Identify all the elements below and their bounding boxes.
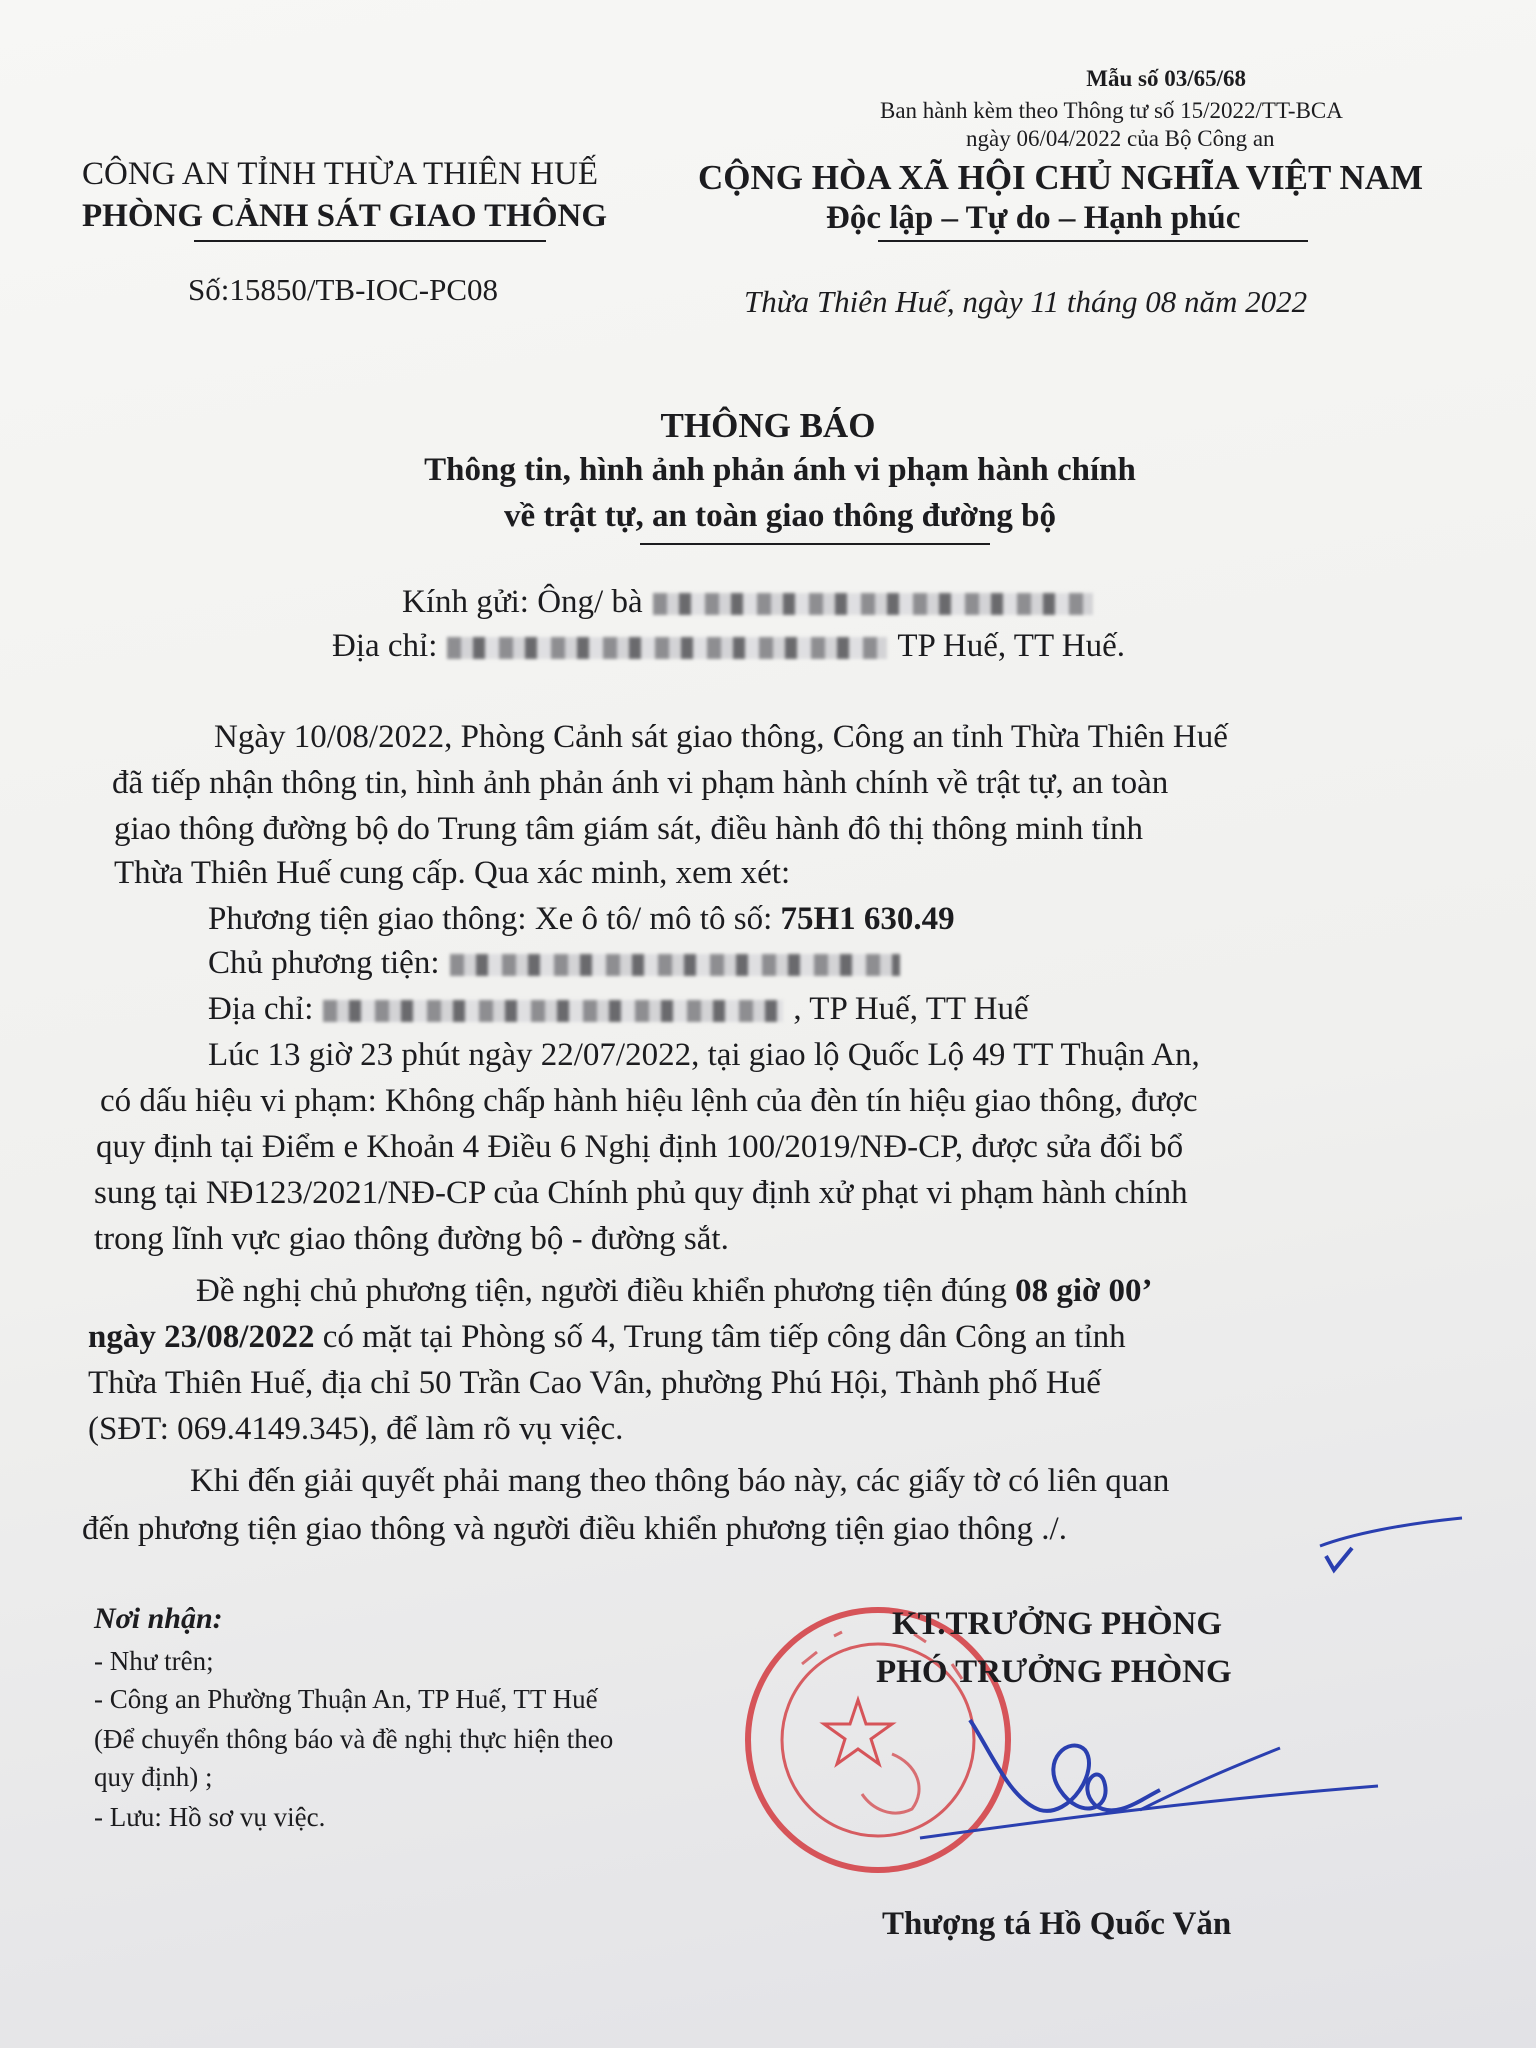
greeting-label: Kính gửi: Ông/ bà bbox=[402, 584, 643, 620]
paragraph-2-line-5: trong lĩnh vực giao thông đường bộ - đường sắt. bbox=[94, 1221, 729, 1257]
paragraph-3-line-3: Thừa Thiên Huế, địa chỉ 50 Trần Cao Vân, phường Phú Hội, Thành phố Huế bbox=[88, 1365, 1101, 1401]
recipient-address-line bbox=[332, 628, 1125, 665]
paragraph-2-line-4: sung tại NĐ123/2021/NĐ-CP của Chính phủ quy định xử phạt vi phạm hành chính bbox=[94, 1175, 1188, 1211]
owner-line bbox=[208, 942, 910, 985]
document-subtitle-line2: về trật tự, an toàn giao thông đường bộ bbox=[503, 498, 1056, 534]
receiver-item-1: - Như trên; bbox=[94, 1646, 214, 1676]
form-number: Mẫu số 03/65/68 bbox=[1086, 66, 1246, 91]
paragraph-2-line-2: có dấu hiệu vi phạm: Không chấp hành hiệu lệnh của đèn tín hiệu giao thông, được bbox=[100, 1083, 1198, 1119]
owner-address-tail: , TP Huế, TT Huế bbox=[793, 991, 1029, 1027]
paragraph-3-line-2 bbox=[88, 1316, 1126, 1359]
owner-label: Chủ phương tiện: bbox=[208, 945, 440, 981]
signer-name: Thượng tá Hồ Quốc Văn bbox=[882, 1906, 1232, 1942]
paragraph-2-line-1: Lúc 13 giờ 23 phút ngày 22/07/2022, tại giao lộ Quốc Lộ 49 TT Thuận An, bbox=[208, 1037, 1200, 1073]
appointment-request: Đề nghị chủ phương tiện, người điều khiển phương tiện đúng bbox=[196, 1273, 1007, 1309]
receiver-item-3b: quy định) ; bbox=[94, 1762, 213, 1792]
document-number: Số:15850/TB-IOC-PC08 bbox=[188, 272, 499, 307]
paragraph-1-line-4: Thừa Thiên Huế cung cấp. Qua xác minh, xem xét: bbox=[114, 855, 791, 891]
paragraph-2-line-3: quy định tại Điểm e Khoản 4 Điều 6 Nghị định 100/2019/NĐ-CP, được sửa đổi bổ bbox=[96, 1129, 1184, 1165]
appointment-time: 08 giờ 00’ bbox=[1015, 1273, 1153, 1309]
paragraph-1-line-3: giao thông đường bộ do Trung tâm giám sát, điều hành đô thị thông minh tỉnh bbox=[114, 811, 1143, 847]
org-parent: CÔNG AN TỈNH THỪA THIÊN HUẾ bbox=[82, 156, 599, 192]
vehicle-line bbox=[208, 898, 955, 941]
owner-address-label: Địa chỉ: bbox=[208, 991, 314, 1027]
paragraph-4-line-1: Khi đến giải quyết phải mang theo thông báo này, các giấy tờ có liên quan bbox=[190, 1463, 1170, 1499]
appointment-date: ngày 23/08/2022 bbox=[88, 1319, 315, 1355]
motto-underline bbox=[878, 240, 1308, 242]
recipient-line bbox=[402, 584, 1103, 621]
nation-title: CỘNG HÒA XÃ HỘI CHỦ NGHĨA VIỆT NAM bbox=[698, 158, 1424, 197]
paragraph-3-line-4: (SĐT: 069.4149.345), để làm rõ vụ việc. bbox=[88, 1411, 624, 1447]
redacted-owner bbox=[450, 954, 900, 976]
signature-title-2: PHÓ TRƯỞNG PHÒNG bbox=[876, 1654, 1232, 1690]
paragraph-1-line-2: đã tiếp nhận thông tin, hình ảnh phản ánh vi phạm hành chính về trật tự, an toàn bbox=[112, 765, 1169, 801]
date-place: Thừa Thiên Huế, ngày 11 tháng 08 năm 2022 bbox=[744, 284, 1308, 319]
redacted-owner-address bbox=[323, 1000, 783, 1022]
handwritten-signature bbox=[900, 1690, 1390, 1880]
paragraph-3-line-1 bbox=[196, 1270, 1153, 1313]
redacted-name bbox=[653, 593, 1093, 615]
paragraph-1-line-1: Ngày 10/08/2022, Phòng Cảnh sát giao thông, Công an tỉnh Thừa Thiên Huế bbox=[214, 719, 1228, 755]
org-underline bbox=[194, 240, 546, 242]
owner-address-line bbox=[208, 988, 1029, 1031]
document-title: THÔNG BÁO bbox=[660, 406, 876, 445]
receiver-item-2: - Công an Phường Thuận An, TP Huế, TT Huế bbox=[94, 1684, 598, 1714]
national-motto: Độc lập – Tự do – Hạnh phúc bbox=[826, 200, 1241, 236]
form-date-text: ngày 06/04/2022 của Bộ Công an bbox=[966, 126, 1275, 151]
address-label: Địa chỉ: bbox=[332, 628, 438, 664]
paragraph-4-line-2: đến phương tiện giao thông và người điều khiển phương tiện giao thông ./. bbox=[82, 1511, 1067, 1547]
subtitle-underline bbox=[640, 543, 990, 545]
vehicle-label: Phương tiện giao thông: Xe ô tô/ mô tô số: bbox=[208, 901, 773, 937]
receiver-item-3a: (Để chuyển thông báo và đề nghị thực hiện theo bbox=[94, 1724, 614, 1754]
redacted-address bbox=[447, 637, 887, 659]
pen-tick-mark bbox=[1312, 1510, 1472, 1574]
vehicle-plate: 75H1 630.49 bbox=[780, 901, 955, 937]
org-unit: PHÒNG CẢNH SÁT GIAO THÔNG bbox=[82, 198, 608, 234]
form-issued-text: Ban hành kèm theo Thông tư số 15/2022/TT-BCA bbox=[880, 98, 1343, 123]
address-tail: TP Huế, TT Huế. bbox=[897, 628, 1126, 664]
document-subtitle-line1: Thông tin, hình ảnh phản ánh vi phạm hành chính bbox=[424, 452, 1136, 488]
signature-title-1: KT.TRƯỞNG PHÒNG bbox=[892, 1606, 1222, 1642]
receiver-item-4: - Lưu: Hồ sơ vụ việc. bbox=[94, 1802, 326, 1832]
appointment-place: có mặt tại Phòng số 4, Trung tâm tiếp công dân Công an tỉnh bbox=[322, 1319, 1126, 1355]
receivers-title: Nơi nhận: bbox=[94, 1602, 223, 1635]
